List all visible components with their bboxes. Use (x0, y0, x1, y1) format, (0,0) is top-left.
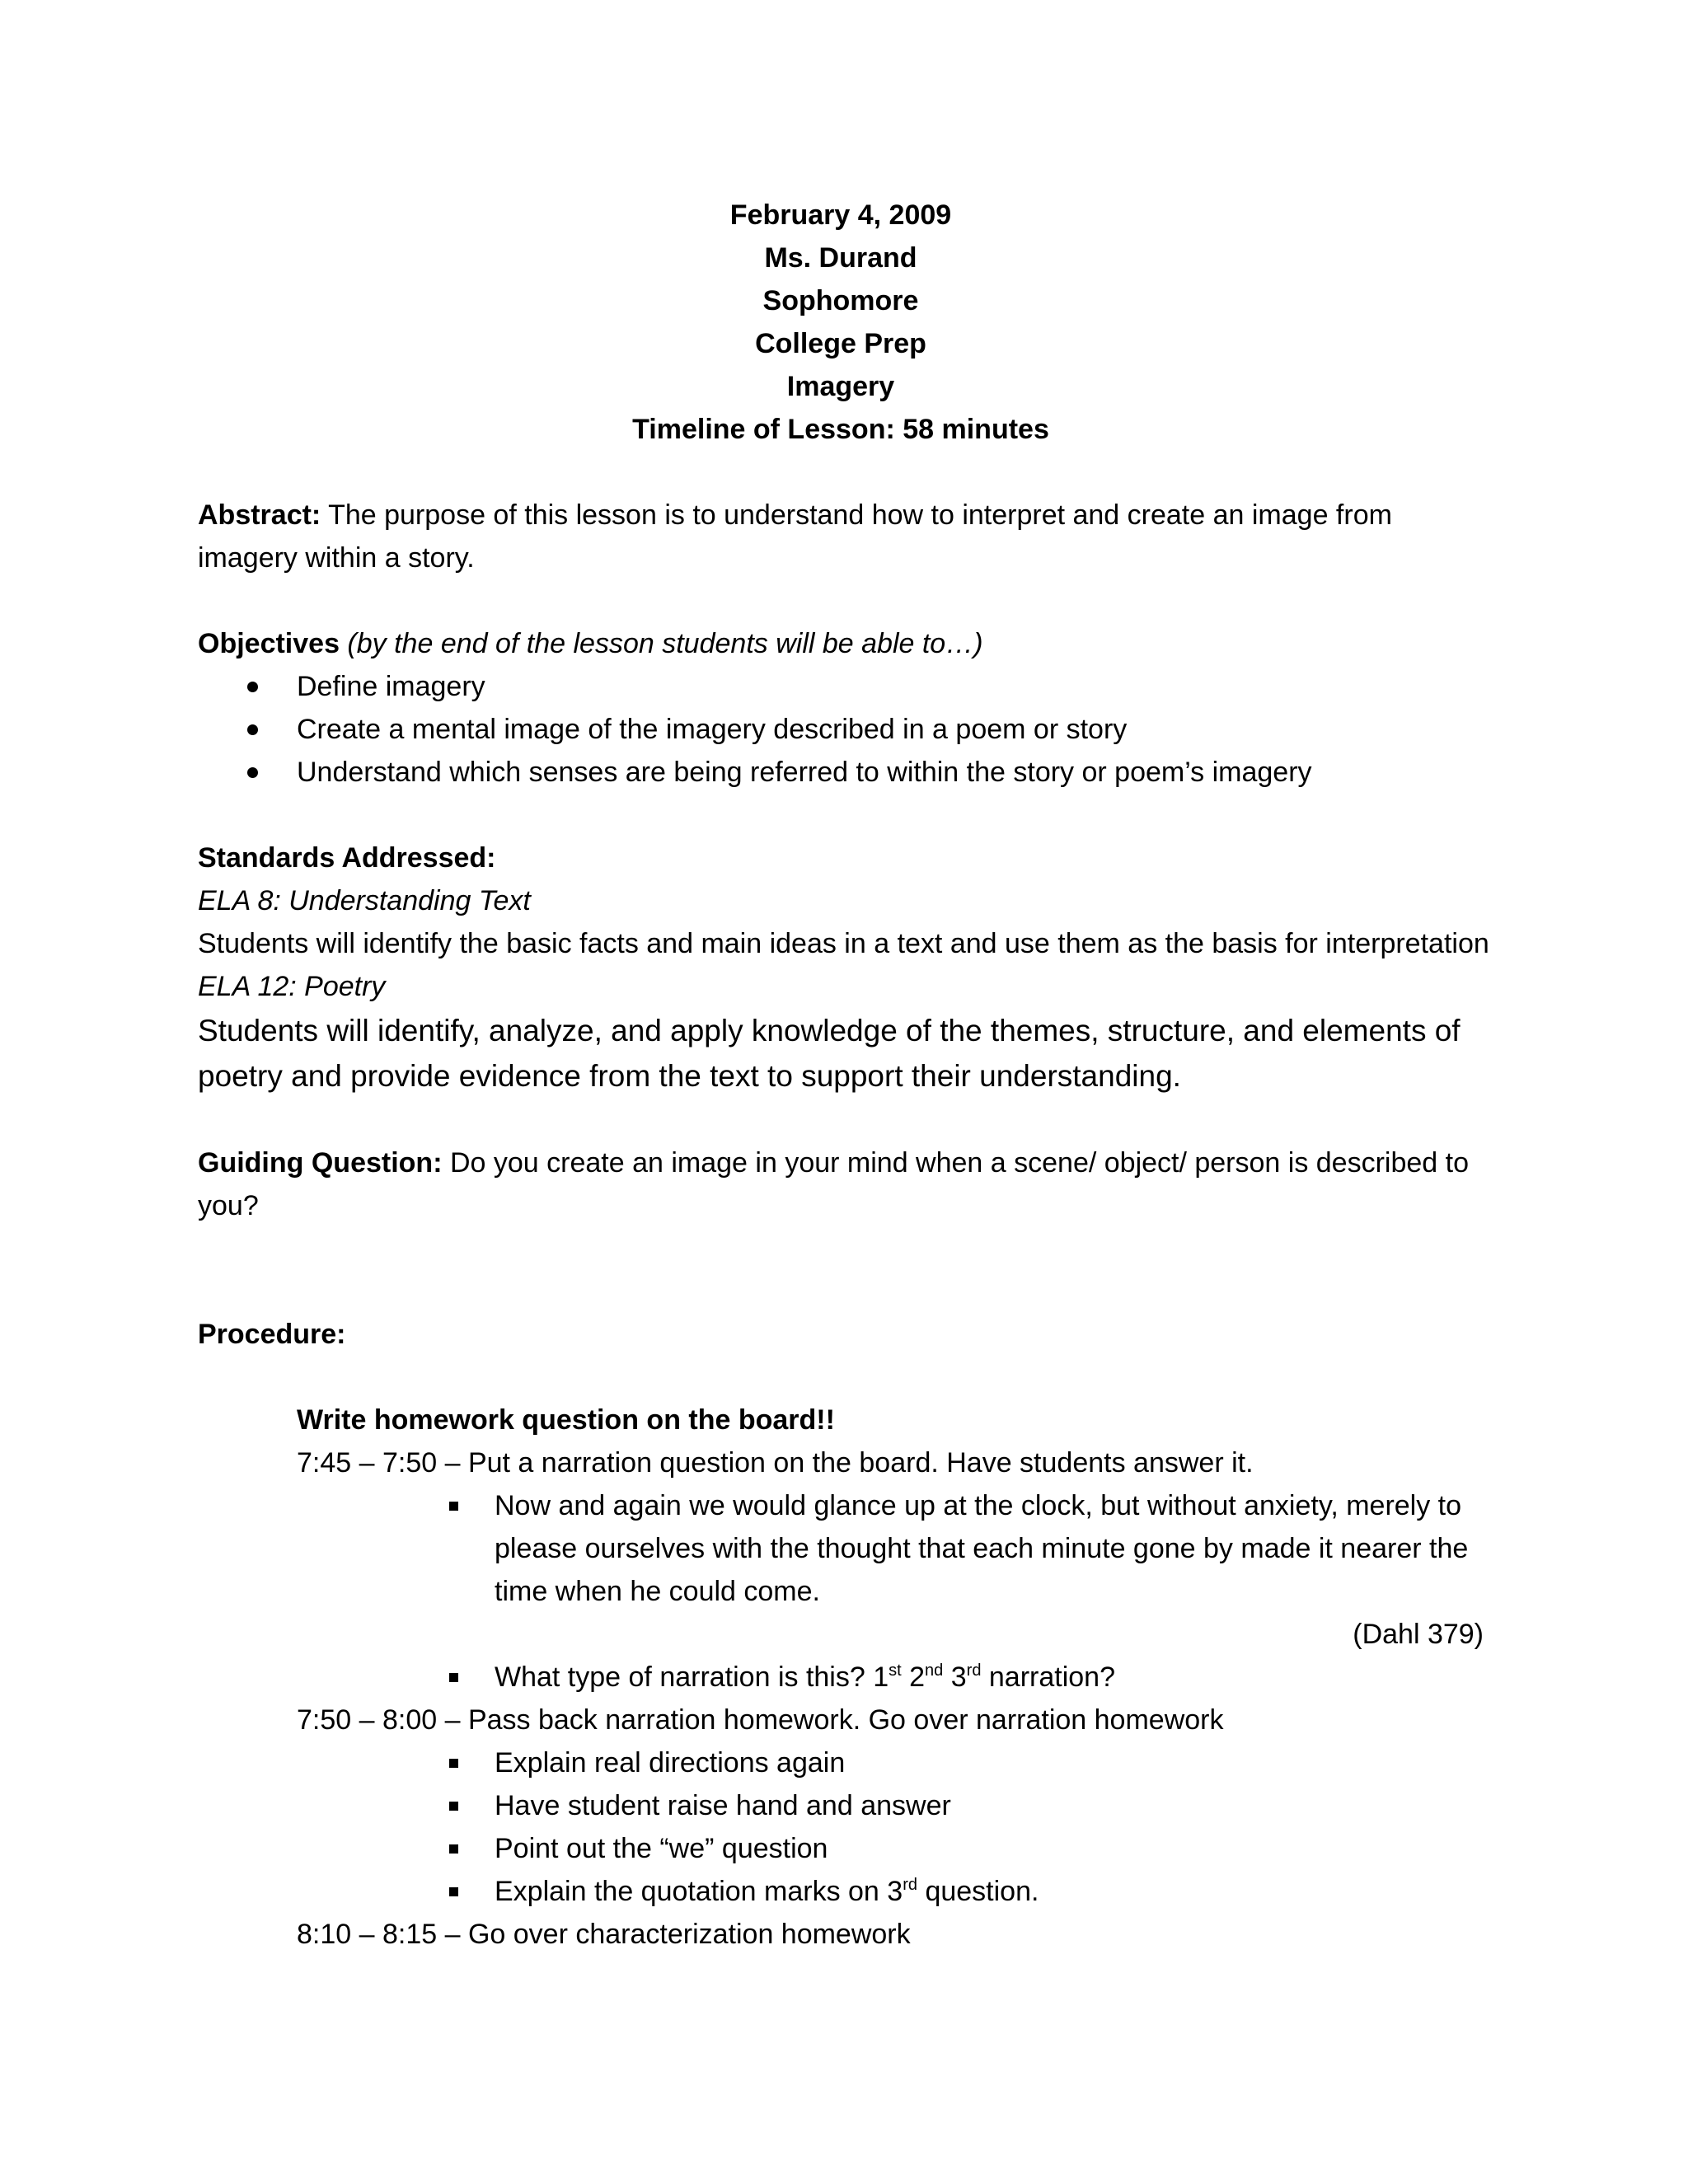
step-1-list (297, 1484, 1484, 1613)
procedure-step-3: 8:10 – 8:15 – Go over characterization homework (297, 1919, 911, 1950)
question-sup-1: st (889, 1661, 902, 1680)
question-pre: What type of narration is this? 1 (495, 1661, 889, 1693)
objective-item: Understand which senses are being referred to within the story or poem’s imagery (198, 751, 1484, 794)
procedure-reminder: Write homework question on the board!! (297, 1404, 835, 1436)
quotation-post: question. (917, 1876, 1039, 1907)
step-1-quote: Now and again we would glance up at the clock, but without anxiety, merely to please ourselves with the thought that each minute gone by made it nearer the time when he could come. (495, 1484, 1484, 1613)
objectives-list (198, 665, 1484, 794)
quotation-sup: rd (903, 1876, 917, 1894)
procedure-section (198, 1313, 1484, 1956)
procedure-step-2: 7:50 – 8:00 – Pass back narration homework. Go over narration homework (297, 1704, 1224, 1736)
standard-ela8-text: Students will identify the basic facts and main ideas in a text and use them as the basis for interpretation (198, 928, 1489, 959)
question-sup-2: nd (925, 1661, 944, 1680)
objectives-label: Objectives (198, 628, 340, 659)
step-2-item: Have student raise hand and answer (495, 1784, 1484, 1827)
objectives-note: (by the end of the lesson students will be able to…) (339, 628, 983, 659)
question-num-2: 2 (901, 1661, 926, 1693)
header-level: College Prep (755, 328, 926, 359)
header-grade: Sophomore (762, 285, 919, 316)
procedure-body (297, 1399, 1484, 1956)
header-timeline: Timeline of Lesson: 58 minutes (632, 414, 1049, 445)
standard-ela12-title: ELA 12: Poetry (198, 971, 386, 1002)
guiding-text: Do you create an image in your mind when a scene/ object/ person is described to you? (198, 1147, 1469, 1221)
narration-question (495, 1656, 1484, 1699)
abstract-section (198, 494, 1484, 579)
question-num-3: 3 (943, 1661, 967, 1693)
step-2-item: Explain real directions again (495, 1741, 1484, 1784)
guiding-label: Guiding Question: (198, 1147, 443, 1179)
header-topic: Imagery (786, 371, 895, 402)
header-date: February 4, 2009 (729, 199, 952, 231)
standards-section (198, 837, 1489, 1099)
standard-ela8-title: ELA 8: Understanding Text (198, 885, 531, 916)
question-sup-3: rd (966, 1661, 982, 1680)
abstract-label: Abstract: (198, 499, 321, 531)
document-header (198, 194, 1484, 451)
quote-citation: (Dahl 379) (1353, 1619, 1484, 1650)
standard-ela12-text: Students will identify, analyze, and apply knowledge of the themes, structure, and elements of poetry and provide evidence from the text to support their understanding. (198, 1014, 1461, 1093)
step-2-list (297, 1741, 1484, 1913)
guiding-question-section (198, 1141, 1484, 1227)
procedure-label: Procedure: (198, 1319, 346, 1350)
step-2-item: Point out the “we” question (495, 1827, 1484, 1870)
question-post: narration? (981, 1661, 1115, 1693)
header-teacher: Ms. Durand (764, 242, 917, 274)
procedure-step-1: 7:45 – 7:50 – Put a narration question on the board. Have students answer it. (297, 1447, 1254, 1479)
objectives-section (198, 622, 1484, 794)
step-2-item-quotation (495, 1870, 1484, 1913)
objective-item: Define imagery (198, 665, 1484, 708)
objective-item: Create a mental image of the imagery described in a poem or story (198, 708, 1484, 751)
standards-label: Standards Addressed: (198, 842, 496, 874)
step-1-question-list (297, 1656, 1484, 1699)
abstract-text: The purpose of this lesson is to understand how to interpret and create an image from imagery within a story. (198, 499, 1392, 574)
quotation-pre: Explain the quotation marks on 3 (495, 1876, 903, 1907)
